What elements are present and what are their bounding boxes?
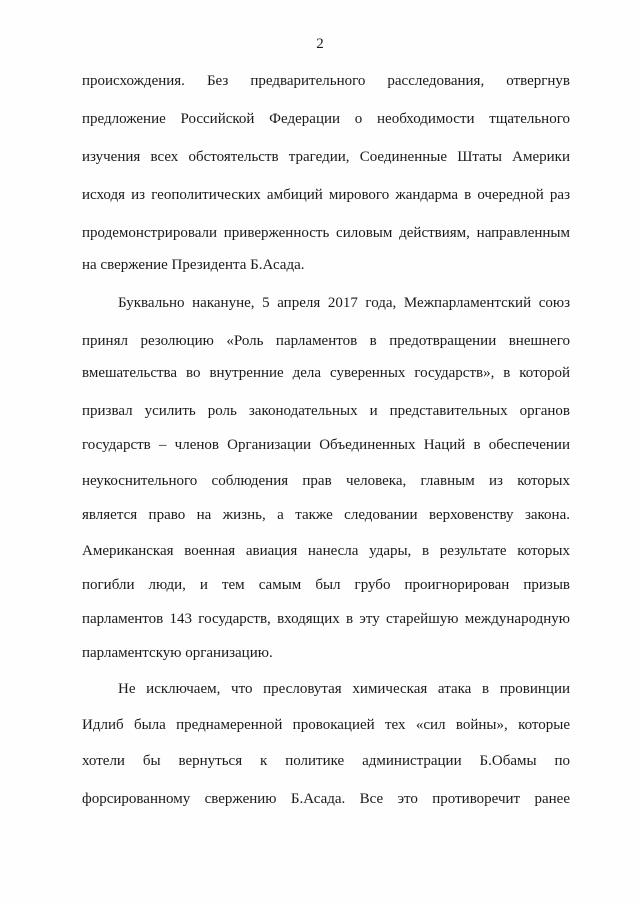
text-line: Не исключаем, что пресловутая химическая атака в провинции	[118, 681, 570, 697]
text-line: происхождения. Без предварительного расследования, отвергнув	[82, 73, 570, 89]
text-line: парламентскую организацию.	[82, 645, 273, 661]
text-line: является право на жизнь, а также следовании верховенству закона.	[82, 507, 570, 523]
text-line: вмешательства во внутренние дела суверенных государств», в которой	[82, 365, 570, 381]
text-line: Американская военная авиация нанесла удары, в результате которых	[82, 543, 570, 559]
text-line: на свержение Президента Б.Асада.	[82, 257, 305, 273]
text-line: хотели бы вернуться к политике администрации Б.Обамы по	[82, 753, 570, 769]
text-line: призвал усилить роль законодательных и представительных органов	[82, 403, 570, 419]
text-line: исходя из геополитических амбиций мирового жандарма в очередной раз	[82, 187, 570, 203]
text-line: парламентов 143 государств, входящих в эту старейшую международную	[82, 611, 570, 627]
text-line: Идлиб была преднамеренной провокацией тех «сил войны», которые	[82, 717, 570, 733]
text-line: форсированному свержению Б.Асада. Все это противоречит ранее	[82, 791, 570, 807]
text-line: изучения всех обстоятельств трагедии, Соединенные Штаты Америки	[82, 149, 570, 165]
text-line: государств – членов Организации Объединенных Наций в обеспечении	[82, 437, 570, 453]
page-number: 2	[316, 36, 324, 52]
text-line: предложение Российской Федерации о необходимости тщательного	[82, 111, 570, 127]
text-line: Буквально накануне, 5 апреля 2017 года, Межпарламентский союз	[118, 295, 570, 311]
text-line: продемонстрировали приверженность силовым действиям, направленным	[82, 225, 570, 241]
text-line: неукоснительного соблюдения прав человека, главным из которых	[82, 473, 570, 489]
text-line: принял резолюцию «Роль парламентов в предотвращении внешнего	[82, 333, 570, 349]
text-line: погибли люди, и тем самым был грубо проигнорирован призыв	[82, 577, 570, 593]
